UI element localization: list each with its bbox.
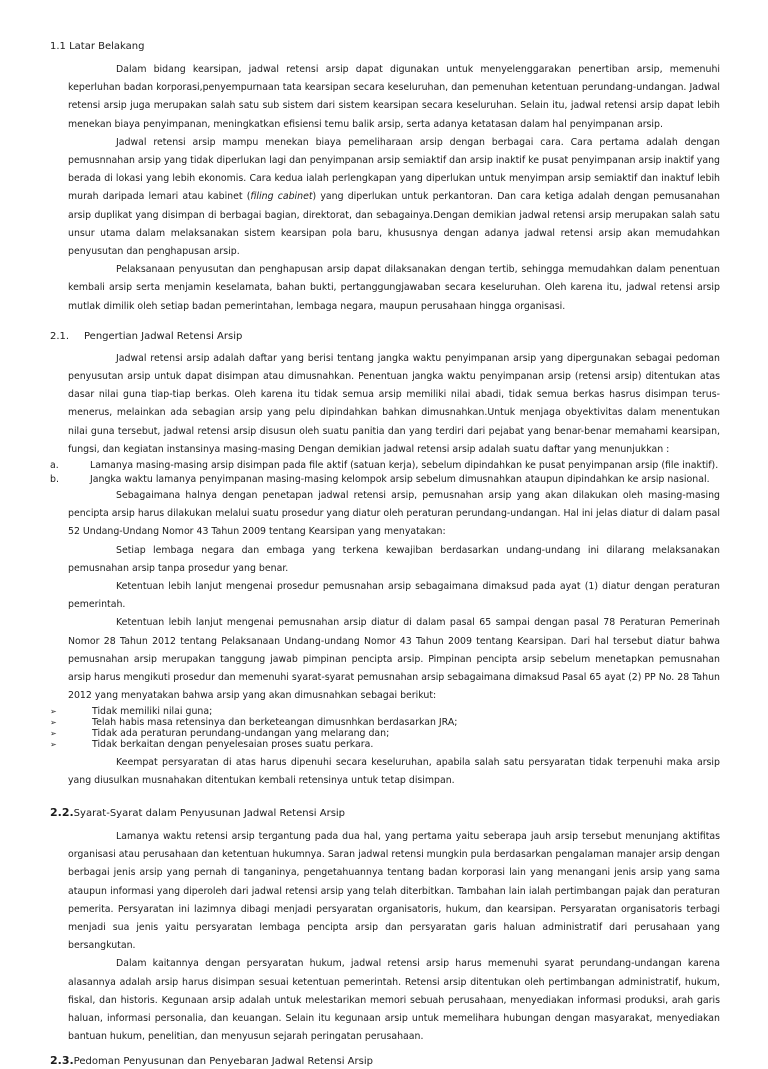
paragraph: Jadwal retensi arsip adalah daftar yang berisi tentang jangka waktu penyimpanan arsip yang dipergunakan sebagai pedoman penyusutan arsip untuk dapat disimpan atau dimusnahkan. Penentuan jangka waktu penyimpanan arsip (retensi arsip) ditentukan atas dasar nilai guna tiap-tiap berkas. Oleh karena itu tidak semua arsip memiliki nilai abadi, tidak semua berkas hasrus disimpan terus-menerus, melainkan ada sebagian arsip yang pelu dipindahkan bahkan dimusnahkan.Untuk menjaga obyektivitas dalam menentukan nilai guna tersebut, jadwal retensi arsip disusun oleh suatu panitia dan yang terdiri dari pejabat yang benar-benar memahami kearsipan, fungsi, dan kegiatan instansinya masing-masing Dengan demikian jadwal retensi arsip adalah suatu daftar yang menunjukkan :: [68, 352, 720, 455]
quoted-paragraph: Setiap lembaga negara dan embaga yang terkena kewajiban berdasarkan undang-undang ini dilarang melaksanakan pemusnahan arsip tanpa prosedur yang benar.: [68, 544, 720, 574]
list-item: [50, 717, 720, 728]
section-1-1-heading: 1.1 Latar Belakang: [50, 41, 145, 52]
section-2-1-heading: [50, 330, 720, 344]
section-2-2-heading: [50, 806, 720, 821]
arrow-bullet-icon: ➢: [50, 706, 57, 716]
list-marker: a.: [50, 460, 59, 472]
paragraph: Keempat persyaratan di atas harus dipenuhi secara keseluruhan, apabila salah satu persyaratan tidak terpenuhi maka arsip yang diusulkan musnahakan ditentukan kembali retensinya untuk tetap disimpan.: [68, 756, 720, 786]
section-title: Pengertian Jadwal Retensi Arsip: [84, 330, 243, 342]
paragraph: Pelaksanaan penyusutan dan penghapusan arsip dapat dilaksanakan dengan tertib, sehingga memudahkan dalam penentuan kembali arsip serta menjamin keselamata, bahan bukti, pertanggungjawaban secara keseluruhan. Oleh karena itu, jadwal retensi arsip mutlak dimilik oleh setiap badan pemerintahan, lembaga negara, maupun perusahaan hingga organisasi.: [68, 264, 720, 312]
section-title: Pedoman Penyusunan dan Penyebaran Jadwal Retensi Arsip: [73, 1056, 373, 1068]
arrow-bullet-icon: ➢: [50, 739, 57, 749]
text: Jadwal retensi arsip mampu menekan biaya pemeliharaan arsip dengan berbagai cara. Cara pertama adalah dengan pemusnnahan arsip yang tidak diperlukan lagi dan penyimpanan arsip semiaktif dan arsip inaktif ke pusat penyimpanan arsip inaktif yang berada di lokasi yang lebih ekonomis. Cara kedua ialah perlengkapan yang diperlukan untuk menyimpan arsip semiaktif dan inaktuf lebih murah daripada lemari atau kabinet (: [68, 136, 720, 203]
section-number: 2.3.: [50, 1054, 74, 1068]
list-text: Tidak memiliki nilai guna;: [92, 705, 213, 717]
letter-list: [50, 459, 720, 487]
paragraph: Dalam bidang kearsipan, jadwal retensi arsip dapat digunakan untuk menyelenggarakan penertiban arsip, memenuhi keperluhan badan korporasi,penyempurnaan tata kearsipan secara keseluruhan, dan pemenuhan ketentuan perundang-undangan. Jadwal retensi arsip juga merupakan salah satu sub sistem dari sistem kearsipan secara keseluruhan. Selain itu, jadwal retensi arsip dapat lebih menekan biaya penyimpanan, meningkatkan efisiensi temu balik arsip, serta adanya ketatasan dalam hal penyimpanan arsip.: [68, 64, 720, 130]
section-number: 2.1.: [50, 330, 70, 342]
paragraph: Dalam kaitannya dengan persyaratan hukum, jadwal retensi arsip harus memenuhi syarat perundang-undangan karena alasannya adalah arsip harus disimpan sesuai ketentuan pemerintah. Retensi arsip ditentukan oleh pertimbangan administratif, hukum, fiskal, dan historis. Kegunaan arsip adalah untuk melestarikan memori sebuah perusahaan, menyediakan informasi produksi, arah garis haluan, informasi personalia, dan keuangan. Selain itu kegunaan arsip untuk memelihara hubungan dengan masyarakat, menyediakan bantuan hukum, penelitian, dan menyusun sejarah peringatan perusahaan.: [68, 958, 720, 1043]
list-item: [50, 739, 720, 750]
text: ) yang diperlukan untuk perkantoran. Dan cara ketiga adalah dengan pemusanahan arsip duplikat yang disimpan di berbagai bagian, direktorat, dan sebagainya.Dengan demikian jadwal retensi arsip merupakan salah satu unsur utama dalam melaksanakan sistem kearsipan pola baru, khususnya dengan adanya jadwal retensi arsip akan memudahkan penyusutan dan penghapusan arsip.: [68, 191, 720, 258]
section-number: 2.2.: [50, 805, 74, 819]
paragraph: Sebagaimana halnya dengan penetapan jadwal retensi arsip, pemusnahan arsip yang akan dilakukan oleh masing-masing pencipta arsip harus dilakukan melalui suatu prosedur yang diatur oleh peraturan perundang-undangan. Hal ini jelas diatur di dalam pasal 52 Undang-Undang Nomor 43 Tahun 2009 tentang Kearsipan yang menyatakan:: [68, 490, 720, 538]
arrow-bullet-icon: ➢: [50, 728, 57, 738]
list-item: [50, 459, 720, 473]
list-text: Jangka waktu lamanya penyimpanan masing-masing kelompok arsip sebelum dimusnahkan ataupun dipindahkan ke arsip nasional.: [90, 474, 710, 486]
section-2-3-heading: [50, 1054, 720, 1069]
list-item: [50, 706, 720, 717]
list-text: Tidak berkaitan dengan penyelesaian proses suatu perkara.: [92, 738, 374, 750]
arrow-bullet-icon: ➢: [50, 717, 57, 727]
list-item: [50, 473, 720, 487]
paragraph: Ketentuan lebih lanjut mengenai pemusnahan arsip diatur di dalam pasal 65 sampai dengan pasal 78 Peraturan Pemerinah Nomor 28 Tahun 2012 tentang Pelaksanaan Undang-undang Nomor 43 Tahun 2009 tentang Kearsipan. Dari hal tersebut diatur bahwa pemusnahan arsip merupakan tanggung jawab pimpinan pencipta arsip. Pimpinan pencipta arsip sebelum menetapkan pemusnahan arsip harus mengikuti prosedur dan memenuhi syarat-syarat pemusnahan arsip sebagaimana dimaksud Pasal 65 ayat (2) PP No. 28 Tahun 2012 yang menyatakan bahwa arsip yang akan dimusnahkan sebagai berikut:: [68, 617, 720, 702]
paragraph: [68, 134, 720, 261]
list-text: Tidak ada peraturan perundang-undangan yang melarang dan;: [92, 727, 390, 739]
list-item: [50, 728, 720, 739]
list-text: Lamanya masing-masing arsip disimpan pada file aktif (satuan kerja), sebelum dipindahkan ke pusat penyimpanan arsip (file inaktif).: [90, 460, 719, 472]
quoted-paragraph: Ketentuan lebih lanjut mengenai prosedur pemusnahan arsip sebagaimana dimaksud pada ayat (1) diatur dengan peraturan pemerintah.: [68, 581, 720, 611]
bullet-list: [50, 706, 720, 750]
list-marker: b.: [50, 474, 59, 486]
list-text: Telah habis masa retensinya dan berketeangan dimusnhkan berdasarkan JRA;: [92, 716, 458, 728]
italic-term: filing cabinet: [250, 191, 313, 203]
section-title: Syarat-Syarat dalam Penyusunan Jadwal Retensi Arsip: [73, 807, 346, 819]
paragraph: Lamanya waktu retensi arsip tergantung pada dua hal, yang pertama yaitu seberapa jauh arsip tersebut menunjang aktifitas organisasi atau perusahaan dan ketentuan hukumnya. Saran jadwal retensi mungkin pula berdasarkan pengalaman manajer arsip dengan berbagai jenis arsip yang pernah di tanganinya, pengetahuannya tentang badan korporasi lain yang menangani jenis arsip yang sama ataupun informasi yang diperoleh dari jadwal retensi arsip yang telah diterbitkan. Tambahan lain ialah pertimbangan pajak dan peraturan pemerita. Persyaratan ini lazimnya dibagi menjadi persyaratan organisatoris, hukum, dan kearsipan. Persyaratan organisatoris terbagi menjadi sua jenis yaitu persyaratan lembaga pencipta arsip dan persyaratan garis haluan administratif dari perusahaan yang bersangkutan.: [68, 830, 720, 952]
